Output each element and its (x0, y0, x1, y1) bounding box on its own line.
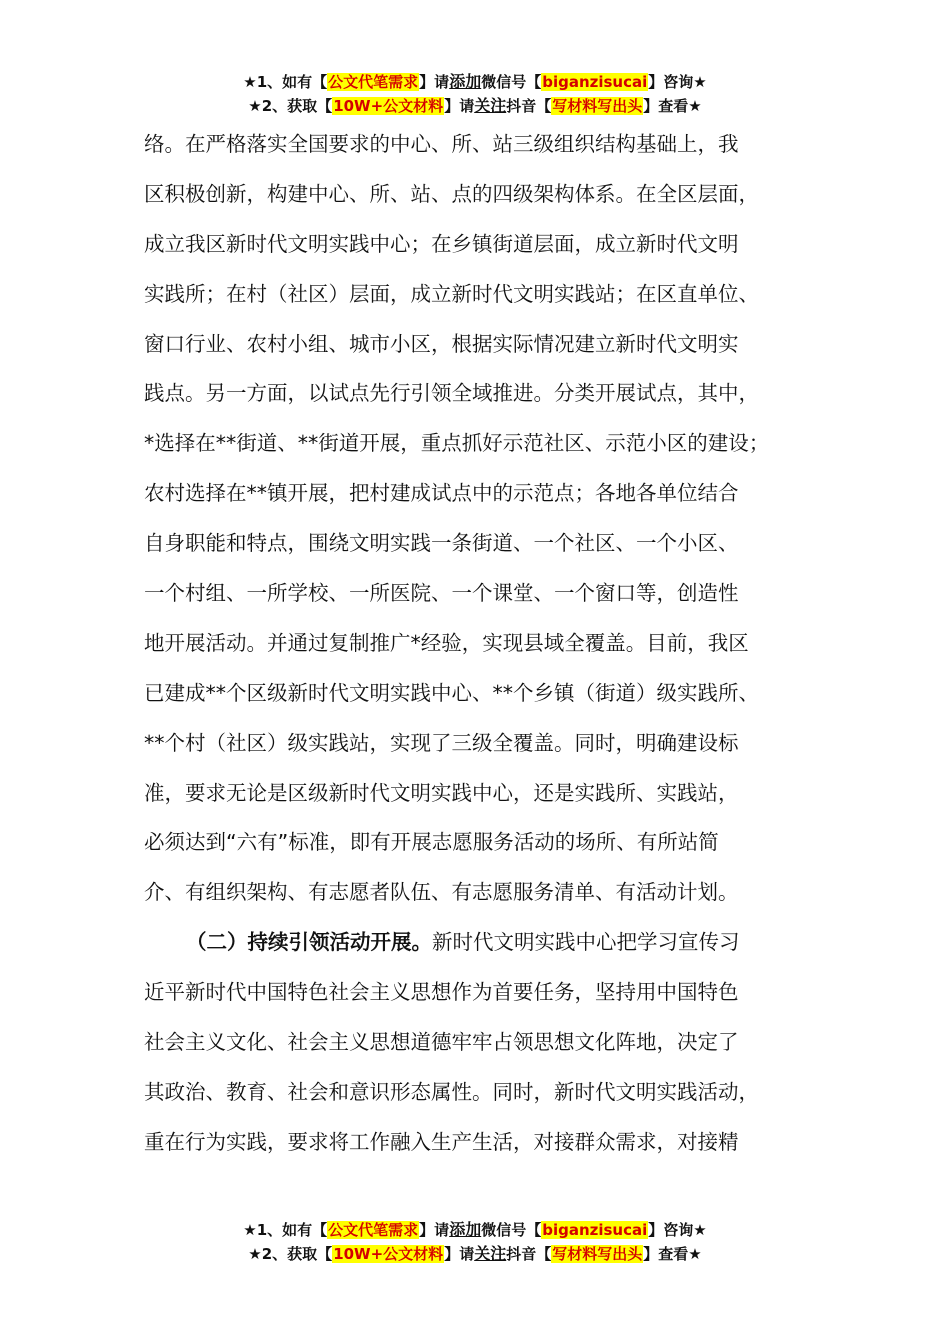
body-line: 已建成**个区级新时代文明实践中心、**个乡镇（街道）级实践所、 (144, 680, 759, 705)
footer-promo-banner (0, 1218, 950, 1266)
promo-highlight: 公文代笔需求 (328, 73, 419, 91)
promo-text: 】查看★ (643, 97, 702, 115)
promo-highlight: 写材料写出头 (552, 97, 643, 115)
body-line: 成立我区新时代文明实践中心；在乡镇街道层面，成立新时代文明 (144, 231, 739, 256)
header-promo-banner (0, 70, 950, 118)
section-heading: （二）持续引领活动开展。 (186, 930, 432, 955)
body-line: 络。在严格落实全国要求的中心、所、站三级组织结构基础上，我 (144, 132, 739, 156)
body-line: 地开展活动。并通过复制推广*经验，实现县域全覆盖。目前，我区 (144, 630, 749, 655)
promo-line-1 (0, 1218, 950, 1242)
promo-highlight: 写材料写出头 (552, 1245, 643, 1263)
body-line: 准，要求无论是区级新时代文明实践中心，还是实践所、实践站， (144, 780, 739, 805)
body-line: 一个村组、一所学校、一所医院、一个课堂、一个窗口等，创造性 (144, 581, 739, 606)
promo-emphasis: 关注 (474, 96, 507, 115)
body-line: 近平新时代中国特色社会主义思想作为首要任务，坚持用中国特色 (144, 980, 739, 1005)
body-line: 其政治、教育、社会和意识形态属性。同时，新时代文明实践活动， (144, 1079, 759, 1104)
promo-text: 抖音【 (506, 97, 552, 115)
promo-highlight: biganzisucai (542, 73, 648, 91)
promo-text: 】查看★ (643, 1245, 702, 1263)
body-line: 践点。另一方面，以试点先行引领全域推进。分类开展试点，其中， (144, 381, 759, 406)
body-line: 农村选择在**镇开展，把村建成试点中的示范点；各地各单位结合 (144, 481, 739, 506)
body-line: 必须达到“六有”标准，即有开展志愿服务活动的场所、有所站简 (144, 830, 719, 855)
promo-line-2 (0, 94, 950, 118)
promo-line-2 (0, 1242, 950, 1266)
promo-text: 微信号【 (481, 1221, 542, 1239)
promo-text: 抖音【 (506, 1245, 552, 1263)
promo-text: 】请 (444, 97, 475, 115)
promo-emphasis: 添加 (449, 72, 482, 91)
promo-text: 】咨询★ (648, 73, 707, 91)
promo-text: 微信号【 (481, 73, 542, 91)
body-line: 介、有组织架构、有志愿者队伍、有志愿服务清单、有活动计划。 (144, 880, 739, 905)
body-line: 实践所；在村（社区）层面，成立新时代文明实践站；在区直单位、 (144, 281, 759, 306)
body-line: *选择在**街道、**街道开展，重点抓好示范社区、示范小区的建设； (144, 431, 770, 456)
document-body (144, 120, 834, 1168)
section-heading-line (144, 918, 834, 968)
body-line: 自身职能和特点，围绕文明实践一条街道、一个社区、一个小区、 (144, 531, 739, 556)
body-line: 窗口行业、农村小组、城市小区，根据实际情况建立新时代文明实 (144, 331, 739, 356)
promo-highlight: biganzisucai (542, 1221, 648, 1239)
promo-text: ★2、获取【 (248, 1245, 333, 1263)
promo-text: 】请 (444, 1245, 475, 1263)
promo-highlight: 10W+公文材料 (333, 97, 444, 115)
promo-highlight: 10W+公文材料 (333, 1245, 444, 1263)
promo-text: ★1、如有【 (243, 1221, 328, 1239)
body-line: 区积极创新，构建中心、所、站、点的四级架构体系。在全区层面， (144, 181, 759, 206)
body-line: 重在行为实践，要求将工作融入生产生活，对接群众需求，对接精 (144, 1129, 739, 1154)
promo-text: ★2、获取【 (248, 97, 333, 115)
promo-text: ★1、如有【 (243, 73, 328, 91)
promo-emphasis: 添加 (449, 1220, 482, 1239)
promo-line-1 (0, 70, 950, 94)
promo-highlight: 公文代笔需求 (328, 1221, 419, 1239)
promo-emphasis: 关注 (474, 1244, 507, 1263)
promo-text: 】请 (419, 73, 450, 91)
promo-text: 】咨询★ (648, 1221, 707, 1239)
body-line: **个村（社区）级实践站，实现了三级全覆盖。同时，明确建设标 (144, 730, 739, 755)
section-lead-text: 新时代文明实践中心把学习宣传习 (432, 930, 740, 955)
promo-text: 】请 (419, 1221, 450, 1239)
body-line: 社会主义文化、社会主义思想道德牢牢占领思想文化阵地，决定了 (144, 1030, 739, 1055)
